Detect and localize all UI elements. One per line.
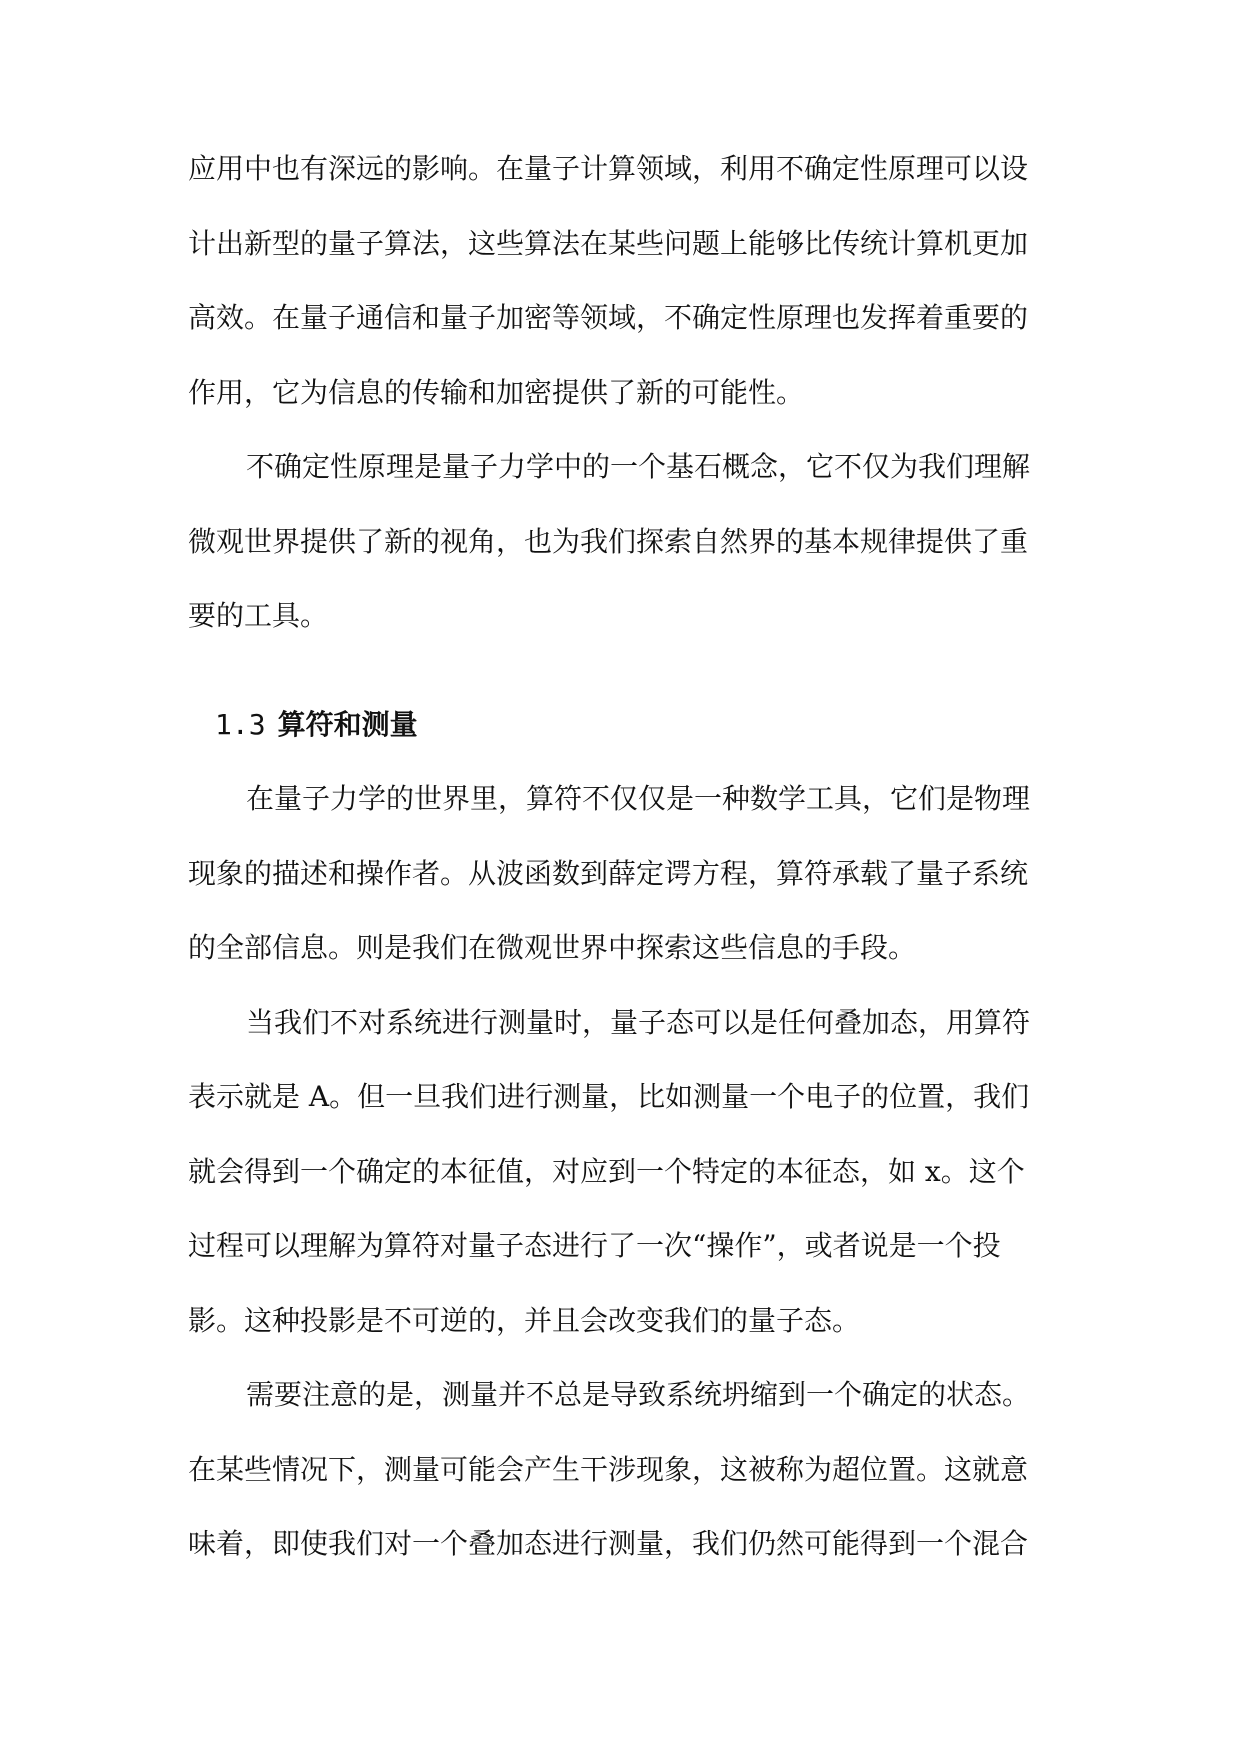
text-line: 过程可以理解为算符对量子态进行了一次“操作”，或者说是一个投 xyxy=(188,1229,1001,1262)
section-number: 1.3 xyxy=(215,707,266,741)
text-line: 的全部信息。则是我们在微观世界中探索这些信息的手段。 xyxy=(188,931,917,964)
section-heading xyxy=(188,704,1058,779)
document-body xyxy=(188,148,1058,1598)
text-line: 计出新型的量子算法，这些算法在某些问题上能够比传统计算机更加 xyxy=(188,226,1029,260)
paragraph xyxy=(188,1374,1058,1598)
text-line: 微观世界提供了新的视角，也为我们探索自然界的基本规律提供了重 xyxy=(188,524,1029,558)
text-line: 影。这种投影是不可逆的，并且会改变我们的量子态。 xyxy=(188,1303,861,1337)
text-line: 就会得到一个确定的本征值，对应到一个特定的本征态，如 x。这个 xyxy=(188,1154,1025,1188)
paragraph xyxy=(188,148,1058,446)
text-line: 表示就是 A。但一旦我们进行测量，比如测量一个电子的位置，我们 xyxy=(188,1080,1030,1113)
paragraph xyxy=(188,446,1058,670)
text-line: 需要注意的是，测量并不总是导致系统坍缩到一个确定的状态。 xyxy=(246,1378,1031,1411)
text-line: 在量子力学的世界里，算符不仅仅是一种数学工具，它们是物理 xyxy=(246,782,1031,815)
text-line: 高效。在量子通信和量子加密等领域，不确定性原理也发挥着重要的 xyxy=(188,301,1029,334)
text-line: 不确定性原理是量子力学中的一个基石概念，它不仅为我们理解 xyxy=(246,450,1031,483)
section-title: 算符和测量 xyxy=(277,707,418,741)
paragraph xyxy=(188,778,1058,1002)
text-line: 现象的描述和操作者。从波函数到薛定谔方程，算符承载了量子系统 xyxy=(188,856,1029,890)
text-line: 作用，它为信息的传输和加密提供了新的可能性。 xyxy=(188,375,805,409)
section-spacer xyxy=(188,670,1058,704)
text-line: 应用中也有深远的影响。在量子计算领域，利用不确定性原理可以设 xyxy=(188,152,1029,185)
text-line: 要的工具。 xyxy=(188,599,329,632)
paragraph xyxy=(188,1002,1058,1375)
text-line: 味着，即使我们对一个叠加态进行测量，我们仍然可能得到一个混合 xyxy=(188,1527,1029,1560)
text-line: 在某些情况下，测量可能会产生干涉现象，这被称为超位置。这就意 xyxy=(188,1452,1029,1486)
text-line: 当我们不对系统进行测量时，量子态可以是任何叠加态，用算符 xyxy=(246,1005,1031,1039)
